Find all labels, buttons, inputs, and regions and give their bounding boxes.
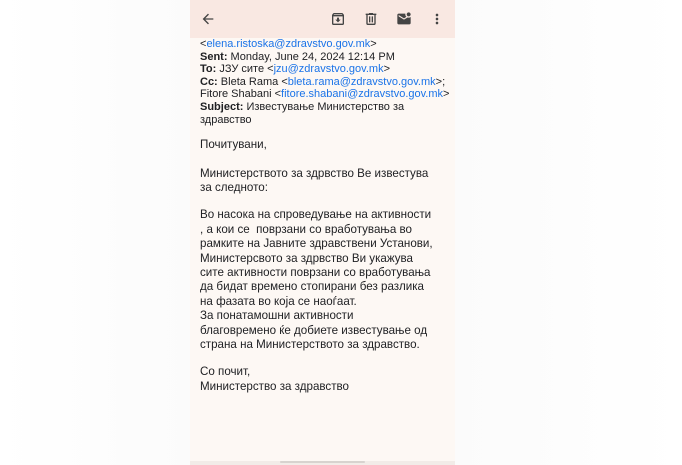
cc-name-1: Bleta Rama < (217, 75, 288, 88)
cc-email-link-1[interactable]: bleta.rama@zdravstvo.gov.mk (287, 75, 436, 88)
to-end: > (383, 63, 391, 76)
main-paragraph: Во насока на спроведување на активности , а кои се поврзани со вработувања во рамките на Јавните здравствени Установи, Министерсвото за здрвство Ви укажува сите активности поврзани со вработувања да бидат времено стопирани без разлика на фазата во која се наоѓаат. За понатамошни активности благовремено ќе добиете известување од страна на Министерството за здравство. (200, 208, 433, 352)
intro-paragraph: Министерството за здрвство Ве известува за следното: (200, 166, 429, 194)
from-email-gt: > (370, 38, 377, 50)
email-content (200, 38, 452, 394)
subject-value-1: Известување Министерство за (243, 100, 405, 113)
mail-unread-icon[interactable] (394, 9, 414, 29)
from-line (200, 38, 452, 51)
cc-email-link-2[interactable]: fitore.shabani@zdravstvo.gov.mk (281, 88, 444, 101)
email-toolbar (190, 0, 455, 38)
to-line (200, 63, 452, 76)
sent-label: Sent: (200, 50, 228, 63)
background-right (455, 0, 682, 465)
home-indicator[interactable] (280, 461, 365, 463)
cc-end-2: > (443, 88, 450, 101)
to-name: ЈЗУ сите < (216, 63, 274, 76)
subject-label: Subject: (200, 100, 244, 113)
trash-icon[interactable] (361, 9, 381, 29)
cc-line-1 (200, 76, 452, 89)
to-label: To: (200, 63, 217, 76)
cc-line-2 (200, 88, 452, 101)
subject-line-2 (200, 114, 452, 127)
cc-name-2: Fitore Shabani < (200, 88, 282, 101)
subject-value-2: здравство (200, 113, 252, 126)
to-email-link[interactable]: jzu@zdravstvo.gov.mk (273, 63, 384, 76)
sent-line (200, 51, 452, 64)
from-email-lt: < (200, 38, 207, 50)
cc-label: Cc: (200, 75, 218, 88)
subject-line (200, 101, 452, 114)
greeting: Почитувани, (200, 138, 267, 152)
background-left (0, 0, 190, 465)
closing: Со почит, Министерство за здравство (200, 365, 350, 393)
cc-end-1: >; (435, 75, 446, 88)
arrow-back-icon[interactable] (198, 9, 218, 29)
sent-value: Monday, June 24, 2024 12:14 PM (227, 50, 395, 63)
more-vert-icon[interactable] (427, 9, 447, 29)
archive-icon[interactable] (328, 9, 348, 29)
from-email-link[interactable]: elena.ristoska@zdravstvo.gov.mk (206, 38, 371, 50)
phone-screen (190, 0, 455, 465)
